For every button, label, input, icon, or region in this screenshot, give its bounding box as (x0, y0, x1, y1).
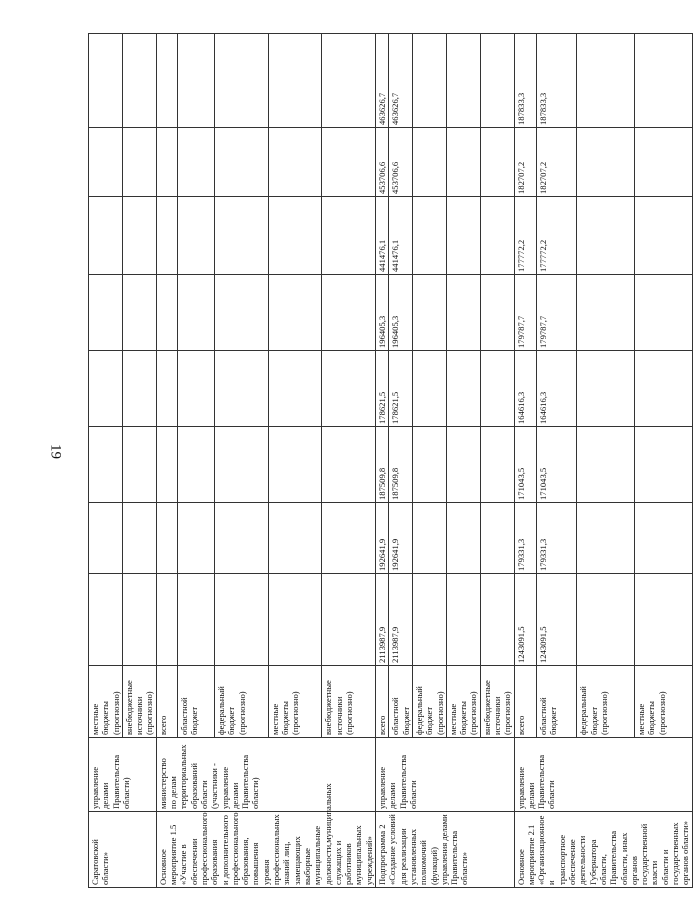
amount-cell (268, 503, 322, 574)
funding-source-cell: внебюджетные источники (прогнозно) (480, 666, 514, 738)
amount-cell (322, 275, 376, 351)
amount-cell (577, 427, 635, 503)
amount-cell (446, 197, 480, 275)
amount-cell: 179331,3 (537, 503, 577, 574)
amount-cell (446, 275, 480, 351)
amount-cell (268, 427, 322, 503)
amount-cell (156, 34, 177, 128)
amount-cell (577, 197, 635, 275)
funding-source-cell: всего (514, 666, 537, 738)
funding-source-cell: областной бюджет (177, 666, 214, 738)
amount-cell (480, 197, 514, 275)
amount-cell: 178621,5 (389, 351, 413, 427)
amount-cell (215, 34, 269, 128)
amount-cell (122, 275, 156, 351)
amount-cell: 192641,9 (376, 503, 389, 574)
amount-cell (89, 574, 123, 666)
amount-cell: 177772,2 (514, 197, 537, 275)
amount-cell: 2113987,9 (376, 574, 389, 666)
amount-cell (268, 574, 322, 666)
measure-name-cell: Основное мероприятие 2.1 «Организационное и транспортное обеспечение деятельности Губернатора области, Правительства области, иных органов государственной власти области и государственных органов области» (514, 812, 692, 888)
amount-cell (177, 427, 214, 503)
funding-source-cell: местные бюджеты (прогнозно) (268, 666, 322, 738)
table-row (376, 34, 389, 888)
amount-cell (634, 197, 692, 275)
amount-cell: 179787,7 (514, 275, 537, 351)
amount-cell: 187833,3 (537, 34, 577, 128)
amount-cell (177, 197, 214, 275)
amount-cell (634, 574, 692, 666)
amount-cell (412, 351, 446, 427)
amount-cell (634, 427, 692, 503)
amount-cell: 453706,6 (389, 128, 413, 197)
amount-cell (268, 351, 322, 427)
amount-cell (480, 128, 514, 197)
amount-cell (268, 197, 322, 275)
amount-cell: 463626,7 (389, 34, 413, 128)
amount-cell (634, 275, 692, 351)
amount-cell (268, 34, 322, 128)
budget-table (88, 33, 693, 888)
funding-source-cell: областной бюджет (537, 666, 577, 738)
measure-name-cell: Саратовской области» (89, 812, 157, 888)
amount-cell (412, 574, 446, 666)
amount-cell (412, 128, 446, 197)
funding-source-cell: федеральный бюджет (прогнозно) (412, 666, 446, 738)
amount-cell: 179787,7 (537, 275, 577, 351)
amount-cell (215, 351, 269, 427)
amount-cell (89, 197, 123, 275)
amount-cell (122, 34, 156, 128)
amount-cell (215, 275, 269, 351)
amount-cell (215, 574, 269, 666)
funding-source-cell: всего (376, 666, 389, 738)
amount-cell (156, 275, 177, 351)
amount-cell (177, 503, 214, 574)
table-row (89, 34, 123, 888)
amount-cell: 164616,3 (514, 351, 537, 427)
amount-cell (215, 503, 269, 574)
table-body (89, 34, 693, 888)
amount-cell (577, 128, 635, 197)
amount-cell (156, 574, 177, 666)
amount-cell (177, 275, 214, 351)
amount-cell (122, 427, 156, 503)
amount-cell: 192641,9 (389, 503, 413, 574)
amount-cell: 2113987,9 (389, 574, 413, 666)
funding-source-cell: федеральный бюджет (прогнозно) (577, 666, 635, 738)
amount-cell (177, 128, 214, 197)
amount-cell (577, 351, 635, 427)
amount-cell: 187509,8 (389, 427, 413, 503)
amount-cell: 187833,3 (514, 34, 537, 128)
amount-cell: 171043,5 (514, 427, 537, 503)
amount-cell: 441476,1 (389, 197, 413, 275)
amount-cell (322, 351, 376, 427)
amount-cell (412, 275, 446, 351)
funding-source-cell: местные бюджеты (прогнозно) (634, 666, 692, 738)
page-number: 19 (47, 444, 64, 459)
amount-cell (122, 197, 156, 275)
rotated-page (88, 34, 693, 888)
amount-cell: 196405,3 (376, 275, 389, 351)
amount-cell: 164616,3 (537, 351, 577, 427)
measure-name-cell: Основное мероприятие 1.5 «Участие в обеспечении профессионального образования и дополнительного профессионального образования, повышения уровня профессиональных знаний лиц, замещающих выборные муниципальные должности,муниципальных служащих и работников муниципальных учреждений» (156, 812, 375, 888)
amount-cell (446, 34, 480, 128)
amount-cell (122, 351, 156, 427)
executor-cell: министерство по делам территориальных образований области (участники - управление делами Правительства области) (156, 738, 375, 812)
amount-cell: 179331,3 (514, 503, 537, 574)
table-row (156, 34, 177, 888)
funding-source-cell: местные бюджеты (прогнозно) (446, 666, 480, 738)
amount-cell (322, 427, 376, 503)
amount-cell (89, 351, 123, 427)
amount-cell: 182707,2 (537, 128, 577, 197)
amount-cell: 463626,7 (376, 34, 389, 128)
amount-cell (322, 34, 376, 128)
amount-cell (480, 574, 514, 666)
amount-cell (412, 427, 446, 503)
amount-cell (634, 128, 692, 197)
amount-cell (446, 503, 480, 574)
amount-cell (215, 427, 269, 503)
amount-cell: 182707,2 (514, 128, 537, 197)
amount-cell (156, 197, 177, 275)
amount-cell (177, 351, 214, 427)
amount-cell (446, 427, 480, 503)
amount-cell (177, 574, 214, 666)
funding-source-cell: внебюджетные источники (прогнозно) (122, 666, 156, 738)
amount-cell: 187509,8 (376, 427, 389, 503)
funding-source-cell: местные бюджеты (прогнозно) (89, 666, 123, 738)
amount-cell (480, 427, 514, 503)
amount-cell (446, 351, 480, 427)
amount-cell (268, 128, 322, 197)
amount-cell (322, 574, 376, 666)
funding-source-cell: внебюджетные источники (прогнозно) (322, 666, 376, 738)
amount-cell (156, 351, 177, 427)
amount-cell (634, 503, 692, 574)
funding-source-cell: областной бюджет (389, 666, 413, 738)
amount-cell (634, 351, 692, 427)
funding-source-cell: всего (156, 666, 177, 738)
amount-cell (122, 503, 156, 574)
measure-name-cell: Подпрограмма 2 «Создание условий для реализации установленных полномочий (функций) управления делами Правительства области» (376, 812, 515, 888)
amount-cell (156, 427, 177, 503)
amount-cell (480, 351, 514, 427)
amount-cell (268, 275, 322, 351)
amount-cell (577, 574, 635, 666)
funding-source-cell: федеральный бюджет (прогнозно) (215, 666, 269, 738)
amount-cell (480, 503, 514, 574)
amount-cell: 441476,1 (376, 197, 389, 275)
amount-cell (322, 503, 376, 574)
amount-cell (446, 574, 480, 666)
table-row (514, 34, 537, 888)
amount-cell (412, 34, 446, 128)
amount-cell (577, 503, 635, 574)
amount-cell (215, 197, 269, 275)
amount-cell (89, 128, 123, 197)
executor-cell: управление делами Правительства области (514, 738, 692, 812)
amount-cell: 1243091,5 (514, 574, 537, 666)
amount-cell (322, 128, 376, 197)
amount-cell: 1243091,5 (537, 574, 577, 666)
amount-cell (89, 34, 123, 128)
amount-cell (156, 128, 177, 197)
executor-cell: управление делами Правительства области (376, 738, 515, 812)
amount-cell (122, 128, 156, 197)
amount-cell (412, 503, 446, 574)
amount-cell: 177772,2 (537, 197, 577, 275)
amount-cell (446, 128, 480, 197)
amount-cell: 178621,5 (376, 351, 389, 427)
amount-cell (156, 503, 177, 574)
amount-cell (89, 427, 123, 503)
amount-cell (89, 503, 123, 574)
amount-cell (634, 34, 692, 128)
amount-cell (215, 128, 269, 197)
amount-cell (577, 34, 635, 128)
amount-cell: 196405,3 (389, 275, 413, 351)
amount-cell: 171043,5 (537, 427, 577, 503)
amount-cell (577, 275, 635, 351)
amount-cell (177, 34, 214, 128)
amount-cell (412, 197, 446, 275)
amount-cell (480, 34, 514, 128)
amount-cell (89, 275, 123, 351)
amount-cell (480, 275, 514, 351)
amount-cell (122, 574, 156, 666)
amount-cell: 453706,6 (376, 128, 389, 197)
amount-cell (322, 197, 376, 275)
executor-cell: управление делами Правительства области) (89, 738, 157, 812)
